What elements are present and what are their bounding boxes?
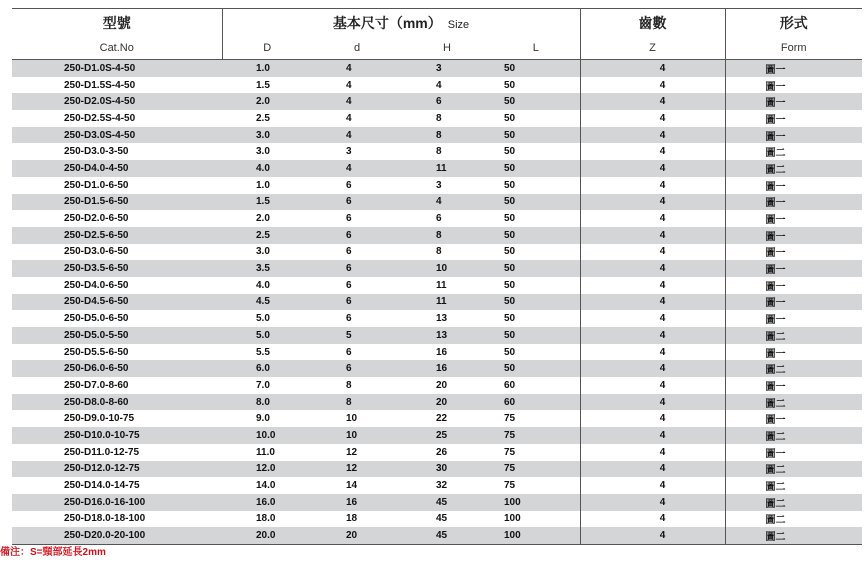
- z-header-sub: Z: [580, 37, 725, 60]
- form-cell: 圖一: [725, 310, 862, 327]
- table-row: [12, 461, 862, 478]
- form-cell: 圖一: [725, 277, 862, 294]
- H-cell: 32: [402, 477, 492, 494]
- cat-cell: 250-D6.0-6-50: [12, 360, 222, 377]
- cat-header-title: 型號: [102, 15, 131, 31]
- d-cell: 6: [312, 227, 402, 244]
- L-cell: 50: [492, 294, 580, 311]
- cat-cell: 250-D3.5-6-50: [12, 260, 222, 277]
- table-row: [12, 360, 862, 377]
- D-cell: 12.0: [222, 461, 312, 478]
- z-cell: 4: [580, 143, 725, 160]
- H-cell: 6: [402, 210, 492, 227]
- D-cell: 1.5: [222, 77, 312, 94]
- d-cell: 4: [312, 160, 402, 177]
- table-row: [12, 527, 862, 544]
- H-cell: 11: [402, 160, 492, 177]
- form-cell: 圖一: [725, 110, 862, 127]
- form-cell: 圖一: [725, 444, 862, 461]
- L-cell: 50: [492, 244, 580, 261]
- H-cell: 45: [402, 494, 492, 511]
- cat-cell: 250-D1.0-6-50: [12, 177, 222, 194]
- footnote: 備注：S=頸部延長2mm: [0, 547, 106, 558]
- L-cell: 50: [492, 360, 580, 377]
- L-cell: 50: [492, 60, 580, 77]
- L-cell: 50: [492, 177, 580, 194]
- cat-cell: 250-D11.0-12-75: [12, 444, 222, 461]
- size-header-title: 基本尺寸（mm）: [332, 15, 442, 31]
- D-cell: 3.5: [222, 260, 312, 277]
- cat-header-sub: Cat.No: [99, 42, 134, 54]
- d-cell: 12: [312, 461, 402, 478]
- L-cell: 50: [492, 310, 580, 327]
- z-cell: 4: [580, 511, 725, 528]
- d-cell: 4: [312, 110, 402, 127]
- z-cell: 4: [580, 477, 725, 494]
- d-cell: 6: [312, 277, 402, 294]
- form-cell: 圖一: [725, 194, 862, 211]
- form-cell: 圖一: [725, 227, 862, 244]
- col-header-d: d: [353, 42, 361, 54]
- z-cell: 4: [580, 210, 725, 227]
- form-cell: 圖二: [725, 494, 862, 511]
- form-cell: 圖二: [725, 527, 862, 544]
- d-cell: 4: [312, 60, 402, 77]
- L-cell: 75: [492, 461, 580, 478]
- z-cell: 4: [580, 260, 725, 277]
- d-cell: 14: [312, 477, 402, 494]
- table-body: [12, 60, 862, 545]
- d-cell: 3: [312, 143, 402, 160]
- H-cell: 30: [402, 461, 492, 478]
- D-cell: 1.0: [222, 60, 312, 77]
- H-cell: 16: [402, 344, 492, 361]
- cat-cell: 250-D1.5S-4-50: [12, 77, 222, 94]
- L-cell: 50: [492, 194, 580, 211]
- D-cell: 2.0: [222, 210, 312, 227]
- z-cell: 4: [580, 427, 725, 444]
- D-cell: 2.5: [222, 110, 312, 127]
- H-cell: 8: [402, 244, 492, 261]
- H-cell: 4: [402, 194, 492, 211]
- D-cell: 3.0: [222, 244, 312, 261]
- D-cell: 1.0: [222, 177, 312, 194]
- cat-cell: 250-D3.0-6-50: [12, 244, 222, 261]
- table-row: [12, 344, 862, 361]
- D-cell: 8.0: [222, 394, 312, 411]
- cat-cell: 250-D2.5S-4-50: [12, 110, 222, 127]
- z-cell: 4: [580, 444, 725, 461]
- table-row: [12, 127, 862, 144]
- d-cell: 6: [312, 177, 402, 194]
- D-cell: 3.0: [222, 127, 312, 144]
- cat-cell: 250-D4.0-6-50: [12, 277, 222, 294]
- H-cell: 13: [402, 310, 492, 327]
- L-cell: 100: [492, 527, 580, 544]
- D-cell: 5.5: [222, 344, 312, 361]
- cat-cell: 250-D3.0S-4-50: [12, 127, 222, 144]
- cat-cell: 250-D5.5-6-50: [12, 344, 222, 361]
- d-cell: 20: [312, 527, 402, 544]
- table-header: [12, 9, 862, 60]
- cat-cell: 250-D2.0S-4-50: [12, 93, 222, 110]
- cat-cell: 250-D14.0-14-75: [12, 477, 222, 494]
- table-row: [12, 77, 862, 94]
- form-cell: 圖一: [725, 260, 862, 277]
- H-cell: 13: [402, 327, 492, 344]
- cat-cell: 250-D1.5-6-50: [12, 194, 222, 211]
- form-cell: 圖二: [725, 427, 862, 444]
- z-cell: 4: [580, 377, 725, 394]
- cat-cell: 250-D4.0-4-50: [12, 160, 222, 177]
- z-cell: 4: [580, 227, 725, 244]
- d-cell: 6: [312, 294, 402, 311]
- form-cell: 圖二: [725, 477, 862, 494]
- D-cell: 11.0: [222, 444, 312, 461]
- d-cell: 8: [312, 377, 402, 394]
- table-row: [12, 160, 862, 177]
- z-cell: 4: [580, 177, 725, 194]
- table-row: [12, 327, 862, 344]
- z-cell: 4: [580, 77, 725, 94]
- H-cell: 45: [402, 527, 492, 544]
- cat-cell: 250-D2.5-6-50: [12, 227, 222, 244]
- L-cell: 50: [492, 93, 580, 110]
- form-cell: 圖一: [725, 93, 862, 110]
- table-row: [12, 143, 862, 160]
- form-cell: 圖二: [725, 327, 862, 344]
- D-cell: 3.0: [222, 143, 312, 160]
- table-row: [12, 427, 862, 444]
- H-cell: 4: [402, 77, 492, 94]
- z-cell: 4: [580, 344, 725, 361]
- table-row: [12, 227, 862, 244]
- form-cell: 圖一: [725, 177, 862, 194]
- d-cell: 6: [312, 310, 402, 327]
- D-cell: 1.5: [222, 194, 312, 211]
- table-row: [12, 477, 862, 494]
- z-cell: 4: [580, 93, 725, 110]
- table-row: [12, 494, 862, 511]
- form-cell: 圖二: [725, 160, 862, 177]
- z-cell: 4: [580, 394, 725, 411]
- d-cell: 6: [312, 260, 402, 277]
- z-cell: 4: [580, 127, 725, 144]
- d-cell: 16: [312, 494, 402, 511]
- size-header: [222, 9, 580, 38]
- table-row: [12, 60, 862, 77]
- z-cell: 4: [580, 527, 725, 544]
- z-cell: 4: [580, 277, 725, 294]
- z-cell: 4: [580, 310, 725, 327]
- H-cell: 25: [402, 427, 492, 444]
- table-row: [12, 511, 862, 528]
- D-cell: 16.0: [222, 494, 312, 511]
- d-cell: 6: [312, 210, 402, 227]
- cat-cell: 250-D10.0-10-75: [12, 427, 222, 444]
- L-cell: 100: [492, 511, 580, 528]
- table-row: [12, 310, 862, 327]
- table-row: [12, 377, 862, 394]
- cat-cell: 250-D3.0-3-50: [12, 143, 222, 160]
- size-header-sub: Size: [447, 19, 470, 31]
- z-cell: 4: [580, 294, 725, 311]
- table-row: [12, 244, 862, 261]
- D-cell: 4.0: [222, 160, 312, 177]
- cat-cell: 250-D2.0-6-50: [12, 210, 222, 227]
- form-cell: 圖一: [725, 77, 862, 94]
- L-cell: 50: [492, 127, 580, 144]
- table-row: [12, 394, 862, 411]
- D-cell: 2.0: [222, 93, 312, 110]
- D-cell: 14.0: [222, 477, 312, 494]
- form-cell: 圖二: [725, 394, 862, 411]
- d-cell: 5: [312, 327, 402, 344]
- D-cell: 10.0: [222, 427, 312, 444]
- table-row: [12, 110, 862, 127]
- z-cell: 4: [580, 494, 725, 511]
- D-cell: 5.0: [222, 327, 312, 344]
- D-cell: 9.0: [222, 410, 312, 427]
- cat-cell: 250-D16.0-16-100: [12, 494, 222, 511]
- form-cell: 圖一: [725, 210, 862, 227]
- d-cell: 8: [312, 394, 402, 411]
- z-cell: 4: [580, 244, 725, 261]
- d-cell: 10: [312, 410, 402, 427]
- D-cell: 20.0: [222, 527, 312, 544]
- H-cell: 45: [402, 511, 492, 528]
- L-cell: 50: [492, 160, 580, 177]
- z-cell: 4: [580, 160, 725, 177]
- z-cell: 4: [580, 461, 725, 478]
- L-cell: 50: [492, 77, 580, 94]
- table-row: [12, 194, 862, 211]
- L-cell: 50: [492, 110, 580, 127]
- form-cell: 圖一: [725, 60, 862, 77]
- col-header-H: H: [443, 42, 451, 54]
- z-cell: 4: [580, 60, 725, 77]
- d-cell: 6: [312, 194, 402, 211]
- H-cell: 20: [402, 394, 492, 411]
- cat-cell: 250-D4.5-6-50: [12, 294, 222, 311]
- form-cell: 圖二: [725, 461, 862, 478]
- spec-table: [12, 8, 862, 545]
- H-cell: 22: [402, 410, 492, 427]
- d-cell: 12: [312, 444, 402, 461]
- cat-cell: 250-D1.0S-4-50: [12, 60, 222, 77]
- L-cell: 50: [492, 344, 580, 361]
- form-cell: 圖二: [725, 360, 862, 377]
- z-header-title: 齒數: [580, 9, 725, 38]
- cat-cell: 250-D18.0-18-100: [12, 511, 222, 528]
- L-cell: 50: [492, 227, 580, 244]
- d-cell: 4: [312, 77, 402, 94]
- form-cell: 圖一: [725, 244, 862, 261]
- L-cell: 60: [492, 377, 580, 394]
- H-cell: 11: [402, 277, 492, 294]
- L-cell: 50: [492, 277, 580, 294]
- col-header-L: L: [532, 42, 539, 54]
- form-cell: 圖一: [725, 377, 862, 394]
- table-row: [12, 277, 862, 294]
- form-cell: 圖一: [725, 410, 862, 427]
- H-cell: 8: [402, 127, 492, 144]
- d-cell: 6: [312, 244, 402, 261]
- form-cell: 圖二: [725, 511, 862, 528]
- H-cell: 16: [402, 360, 492, 377]
- D-cell: 7.0: [222, 377, 312, 394]
- D-cell: 4.0: [222, 277, 312, 294]
- table-row: [12, 294, 862, 311]
- form-cell: 圖二: [725, 143, 862, 160]
- L-cell: 75: [492, 444, 580, 461]
- form-header-title: 形式: [725, 9, 862, 38]
- H-cell: 26: [402, 444, 492, 461]
- form-cell: 圖一: [725, 344, 862, 361]
- D-cell: 6.0: [222, 360, 312, 377]
- H-cell: 8: [402, 227, 492, 244]
- H-cell: 8: [402, 110, 492, 127]
- form-cell: 圖一: [725, 294, 862, 311]
- cat-cell: 250-D5.0-5-50: [12, 327, 222, 344]
- table-row: [12, 444, 862, 461]
- table-row: [12, 93, 862, 110]
- H-cell: 20: [402, 377, 492, 394]
- d-cell: 6: [312, 360, 402, 377]
- form-header-sub: Form: [725, 37, 862, 60]
- d-cell: 4: [312, 127, 402, 144]
- D-cell: 2.5: [222, 227, 312, 244]
- form-cell: 圖一: [725, 127, 862, 144]
- D-cell: 4.5: [222, 294, 312, 311]
- z-cell: 4: [580, 194, 725, 211]
- d-cell: 6: [312, 344, 402, 361]
- table-row: [12, 210, 862, 227]
- table-row: [12, 410, 862, 427]
- z-cell: 4: [580, 110, 725, 127]
- z-cell: 4: [580, 327, 725, 344]
- L-cell: 100: [492, 494, 580, 511]
- d-cell: 18: [312, 511, 402, 528]
- d-cell: 10: [312, 427, 402, 444]
- spec-sheet: [12, 8, 862, 545]
- L-cell: 75: [492, 477, 580, 494]
- L-cell: 50: [492, 260, 580, 277]
- z-cell: 4: [580, 410, 725, 427]
- cat-cell: 250-D8.0-8-60: [12, 394, 222, 411]
- table-row: [12, 260, 862, 277]
- L-cell: 50: [492, 143, 580, 160]
- D-cell: 5.0: [222, 310, 312, 327]
- L-cell: 50: [492, 210, 580, 227]
- H-cell: 3: [402, 177, 492, 194]
- L-cell: 50: [492, 327, 580, 344]
- cat-cell: 250-D20.0-20-100: [12, 527, 222, 544]
- H-cell: 10: [402, 260, 492, 277]
- L-cell: 75: [492, 427, 580, 444]
- D-cell: 18.0: [222, 511, 312, 528]
- L-cell: 60: [492, 394, 580, 411]
- z-cell: 4: [580, 360, 725, 377]
- H-cell: 3: [402, 60, 492, 77]
- table-row: [12, 177, 862, 194]
- d-cell: 4: [312, 93, 402, 110]
- cat-cell: 250-D7.0-8-60: [12, 377, 222, 394]
- cat-cell: 250-D9.0-10-75: [12, 410, 222, 427]
- col-header-D: D: [222, 37, 312, 60]
- H-cell: 6: [402, 93, 492, 110]
- H-cell: 8: [402, 143, 492, 160]
- L-cell: 75: [492, 410, 580, 427]
- cat-cell: 250-D5.0-6-50: [12, 310, 222, 327]
- H-cell: 11: [402, 294, 492, 311]
- cat-cell: 250-D12.0-12-75: [12, 461, 222, 478]
